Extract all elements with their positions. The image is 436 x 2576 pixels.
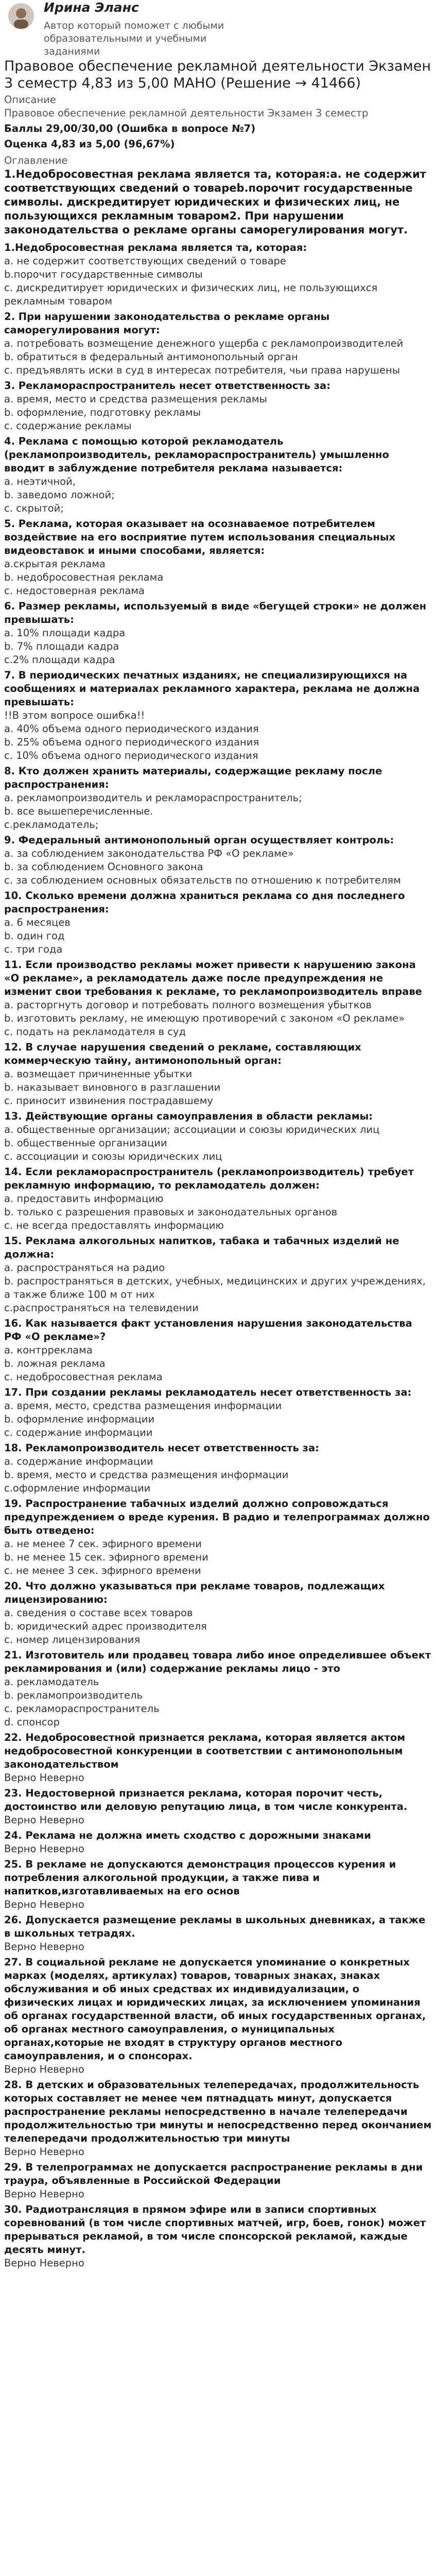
- answer-option: c. три года: [4, 943, 63, 955]
- answer-option: c. приносит извинения пострадавшему: [4, 1095, 213, 1107]
- question-block: [4, 1649, 432, 1729]
- question-block: [4, 241, 432, 308]
- answer-option: c.рекламодатель;: [4, 819, 99, 831]
- answer-option: a. за соблюдением законодательства РФ «О рекламе»: [4, 848, 294, 859]
- question-text: 7. В периодических печатных изданиях, не специализирующихся на сообщениях и материалах рекламного характера, реклама не должна превышать:: [4, 669, 420, 708]
- answer-option: a. время, место, средства размещения информации: [4, 1400, 282, 1412]
- answer-option: c. содержание информации: [4, 1427, 153, 1438]
- question-block: [4, 517, 432, 598]
- question-text: 12. В случае нарушения сведений о рекламе, составляющих коммерческую тайну, антимонопольный орган:: [4, 1041, 361, 1066]
- question-block: [4, 435, 432, 515]
- question-text: 18. Рекламопроизводитель несет ответственность за:: [4, 1442, 319, 1454]
- question-text: 26. Допускается размещение рекламы в школьных дневниках, а также в школьных тетрадях.: [4, 1914, 426, 1939]
- question-block: [4, 310, 432, 377]
- answer-option: a. 6 месяцев: [4, 917, 71, 928]
- question-text: 30. Радиотрансляция в прямом эфире или в записи спортивных соревнований (в том числе спортивных матчей, игр, боев, гонок) может прерываться рекламой, в том числе спонсорской рекламой, каждые десять минут.: [4, 2204, 426, 2256]
- answer-option: a. время, место и средства размещения рекламы: [4, 393, 267, 405]
- document-title: Правовое обеспечение рекламной деятельности Экзамен 3 семестр 4,83 из 5,00 МАНО (Решение → 41466): [4, 58, 431, 91]
- question-block: [4, 1497, 432, 1578]
- question-block: [4, 1442, 432, 1495]
- answer-option: b. оформление информации: [4, 1413, 155, 1425]
- question-block: [4, 2203, 432, 2270]
- answer-option: c. ассоциации и союзы юридических лиц: [4, 1150, 222, 1162]
- question-block: [4, 669, 432, 762]
- author-header: [4, 0, 432, 58]
- question-block: [4, 1386, 432, 1439]
- answer-option: c. недостоверная реклама: [4, 585, 145, 597]
- answer-option: b. 25% объема одного периодического издания: [4, 736, 259, 748]
- answer-option: b. недобросовестная реклама: [4, 571, 164, 583]
- answer-option: a. содержание информации: [4, 1455, 153, 1467]
- answer-option: b. ложная реклама: [4, 1358, 106, 1369]
- answer-option: b. обратиться в федеральный антимонопольный орган: [4, 351, 298, 363]
- avatar-image: [8, 3, 34, 29]
- answer-option: a. общественные организации; ассоциации и союзы юридических лиц: [4, 1124, 380, 1136]
- answer-option: c. номер лицензирования: [4, 1634, 141, 1646]
- description-label: Описание: [4, 94, 56, 106]
- question-text: 17. При создании рекламы рекламодатель несет ответственность за:: [4, 1386, 412, 1398]
- answer-option: c. содержание рекламы: [4, 420, 132, 432]
- question-block: [4, 765, 432, 832]
- question-text: 16. Как называется факт установления нарушения законодательства РФ «О рекламе»?: [4, 1317, 412, 1343]
- question-text: 25. В рекламе не допускаются демонстрация процессов курения и потребления алкогольной продукции, а также пива и напитков,изготавливаемых на его основ: [4, 1858, 396, 1897]
- answer-option: b. за соблюдением Основного закона: [4, 861, 203, 873]
- question-block: [4, 600, 432, 667]
- question-block: [4, 2078, 432, 2159]
- question-text: 21. Изготовитель или продавец товара либо иное определившее объект рекламирования и (или) содержание рекламы лицо - это: [4, 1649, 431, 1674]
- answer-option: a. возмещает причиненные убытки: [4, 1068, 193, 1080]
- answer-option: b. все вышеперечисленные.: [4, 805, 153, 817]
- answer-option: Верно Неверно: [4, 1772, 84, 1784]
- answer-option: b. время, место и средства размещения информации: [4, 1469, 289, 1481]
- answer-option: c. недобросовестная реклама: [4, 1371, 163, 1383]
- question-text: 23. Недостоверной признается реклама, которая порочит честь, достоинство или деловую репутацию лица, в том числе конкурента.: [4, 1787, 408, 1812]
- answer-option: Верно Неверно: [4, 2146, 84, 2158]
- question-text: 27. В социальной рекламе не допускается упоминание о конкретных марках (моделях, артикулах) товаров, товарных знаках, знаках обслуживания и об иных средствах их индивидуализации, о физических лицах и юридических лицах, за исключением упоминания об органах государственной власти, об иных государственных органах, об органах местного самоуправления, о муниципальных органах,которые не входят в структуру органов местного самоуправления, и о спонсорах.: [4, 1956, 426, 2062]
- question-text: 11. Если производство рекламы может привести к нарушению закона «О рекламе», а рекламодатель даже после предупреждения не изменит свои требования к рекламе, то рекламопроизводитель вправе: [4, 959, 422, 997]
- answer-option: a. рекламопроизводитель и рекламораспространитель;: [4, 792, 302, 804]
- question-block: [4, 1580, 432, 1647]
- question-block: [4, 1165, 432, 1232]
- answer-option: b. 7% площади кадра: [4, 640, 119, 652]
- question-text: 1.Недобросовестная реклама является та, которая:: [4, 242, 307, 253]
- question-text: 8. Кто должен хранить материалы, содержащие рекламу после распространения:: [4, 765, 382, 790]
- answer-option: Верно Неверно: [4, 2257, 84, 2269]
- answer-option: d. спонсор: [4, 1716, 60, 1728]
- question-block: [4, 379, 432, 433]
- answer-option: b. рекламопроизводитель: [4, 1689, 143, 1701]
- answer-option: c. рекламораспространитель: [4, 1703, 160, 1715]
- answer-option: b. оформление, подготовку рекламы: [4, 406, 201, 418]
- answer-option: !!В этом вопросе ошибка!!: [4, 709, 145, 721]
- question-block: [4, 1234, 432, 1315]
- intro-heading: 1.Недобросовестная реклама является та, которая:a. не содержит соответствующих сведений о товареb.порочит государственные символы. дискредитирует юридических и физических лиц, не пользующихся рекламным товаром2. При нарушении законодательства о рекламе органы саморегулирования могут.: [4, 168, 426, 236]
- question-text: 15. Реклама алкогольных напитков, табака и табачных изделий не должна:: [4, 1235, 399, 1260]
- answer-option: c. предъявлять иски в суд в интересах потребителя, чьи права нарушены: [4, 364, 400, 376]
- answer-option: c.распространяться на телевидении: [4, 1302, 199, 1314]
- question-text: 9. Федеральный антимонопольный орган осуществляет контроль:: [4, 834, 394, 846]
- question-block: [4, 958, 432, 1039]
- question-block: [4, 1858, 432, 1911]
- answer-option: Верно Неверно: [4, 1941, 84, 1953]
- answer-option: b. один год: [4, 930, 65, 942]
- score-line: Баллы 29,00/30,00 (Ошибка в вопросе №7): [4, 123, 256, 134]
- question-text: 29. В телепрограммах не допускается распространение рекламы в дни траура, объявленные в Российской Федерации: [4, 2161, 423, 2187]
- question-block: [4, 1787, 432, 1827]
- answer-option: a. 40% объема одного периодического издания: [4, 723, 259, 735]
- question-text: 10. Сколько времени должна храниться реклама со дня последнего распространения:: [4, 890, 405, 915]
- answer-option: b. изготовить рекламу, не имеющую противоречий с законом «О рекламе»: [4, 1012, 405, 1024]
- question-block: [4, 1041, 432, 1108]
- answer-option: a. распространяться на радио: [4, 1262, 165, 1274]
- question-text: 28. В детских и образовательных телепередачах, продолжительность которых составляет не менее чем пятнадцать минут, допускается распространение рекламы непосредственно в начале телепередачи продолжительностью три минуты и непосредственно перед окончанием телепередачи продолжительностью три минуты: [4, 2079, 432, 2144]
- question-block: [4, 1731, 432, 1785]
- answer-option: c. дискредитирует юридических и физических лиц, не пользующихся рекламным товаром: [4, 282, 378, 307]
- answer-option: Верно Неверно: [4, 1814, 84, 1826]
- answer-option: a. контрреклама: [4, 1344, 93, 1356]
- answer-option: c. 10% объема одного периодического издания: [4, 750, 258, 761]
- answer-option: Верно Неверно: [4, 1899, 84, 1910]
- question-text: 2. При нарушении законодательства о рекламе органы саморегулирования могут:: [4, 311, 330, 336]
- answer-option: Верно Неверно: [4, 2063, 84, 2075]
- answer-option: b. не менее 15 сек. эфирного времени: [4, 1551, 208, 1563]
- answer-option: b. только с разрешения правовых и законодательных органов: [4, 1206, 338, 1218]
- question-text: 24. Реклама не должна иметь сходство с дорожными знаками: [4, 1829, 371, 1841]
- answer-option: a. потребовать возмещение денежного ущерба с рекламопроизводителей: [4, 337, 404, 349]
- answer-option: Верно Неверно: [4, 2188, 84, 2200]
- answer-option: c. скрытой;: [4, 502, 64, 514]
- answer-option: a. рекламодатель: [4, 1676, 99, 1688]
- answer-option: a. сведения о составе всех товаров: [4, 1607, 193, 1619]
- answer-option: a. не содержит соответствующих сведений о товаре: [4, 255, 286, 267]
- answer-option: a. 10% площади кадра: [4, 627, 126, 639]
- answer-option: a. не менее 7 сек. эфирного времени: [4, 1538, 202, 1550]
- question-block: [4, 1956, 432, 2076]
- author-description: Автор который поможет с любыми образовательными и учебными заданиями: [44, 20, 224, 57]
- answer-option: c. за соблюдением основных обязательств по отношению к потребителям: [4, 874, 401, 886]
- grade-line: Оценка 4,83 из 5,00 (96,67%): [4, 138, 175, 150]
- answer-option: b. юридический адрес производителя: [4, 1620, 207, 1632]
- question-text: 19. Распространение табачных изделий должно сопровождаться предупреждением о вреде курения. В радио и телепрограммах должно быть отведено:: [4, 1498, 430, 1536]
- question-text: 5. Реклама, которая оказывает на осознаваемое потребителем воздействие на его восприятие путем использования специальных видеовставок и иными способами, является:: [4, 518, 396, 556]
- author-name[interactable]: Ирина Эланс: [44, 0, 139, 15]
- answer-option: a. неэтичной,: [4, 476, 76, 487]
- question-block: [4, 1829, 432, 1856]
- question-block: [4, 1110, 432, 1163]
- answer-option: b. наказывает виновного в разглашении: [4, 1081, 221, 1093]
- question-block: [4, 2161, 432, 2201]
- answer-option: b. общественные организации: [4, 1137, 167, 1149]
- answer-option: c.2% площади кадра: [4, 654, 115, 666]
- answer-option: a. предоставить информацию: [4, 1193, 164, 1205]
- question-text: 6. Размер рекламы, используемый в виде «бегущей строки» не должен превышать:: [4, 600, 427, 625]
- question-text: 3. Рекламораспространитель несет ответственность за:: [4, 380, 331, 392]
- question-block: [4, 1913, 432, 1954]
- question-text: 4. Реклама с помощью которой рекламодатель (рекламопроизводитель, рекламораспространитель) умышленно вводит в заблуждение потребителя реклама называется:: [4, 435, 389, 474]
- answer-option: a.скрытая реклама: [4, 558, 106, 570]
- answer-option: c. подать на рекламодателя в суд: [4, 1026, 186, 1038]
- answer-option: Верно Неверно: [4, 1843, 84, 1855]
- question-text: 14. Если рекламораспространитель (рекламопроизводитель) требует рекламную информацию, то рекламодатель должен:: [4, 1166, 414, 1191]
- question-block: [4, 889, 432, 956]
- toc-label: Оглавление: [4, 155, 68, 166]
- question-block: [4, 834, 432, 887]
- avatar[interactable]: [8, 3, 34, 29]
- description-text: Правовое обеспечение рекламной деятельности Экзамен 3 семестр: [4, 107, 369, 119]
- question-list: [4, 241, 432, 2270]
- answer-option: a. расторгнуть договор и потребовать полного возмещения убытков: [4, 999, 372, 1011]
- answer-option: b.порочит государственные символы: [4, 268, 203, 280]
- question-block: [4, 1317, 432, 1384]
- question-text: 22. Недобросовестной признается реклама, которая является актом недобросовестной конкуренции в соответствии с антимонопольным законодательством: [4, 1732, 406, 1770]
- answer-option: c.оформление информации: [4, 1482, 151, 1494]
- answer-option: b. распространяться в детских, учебных, медицинских и других учреждениях, а также ближе 100 м от них: [4, 1275, 426, 1300]
- question-text: 20. Что должно указываться при рекламе товаров, подлежащих лицензированию:: [4, 1580, 385, 1605]
- answer-option: c. не всегда предоставлять информацию: [4, 1219, 224, 1231]
- answer-option: b. заведомо ложной;: [4, 489, 115, 501]
- question-text: 13. Действующие органы самоуправления в области рекламы:: [4, 1110, 373, 1122]
- answer-option: c. не менее 3 сек. эфирного времени: [4, 1565, 201, 1577]
